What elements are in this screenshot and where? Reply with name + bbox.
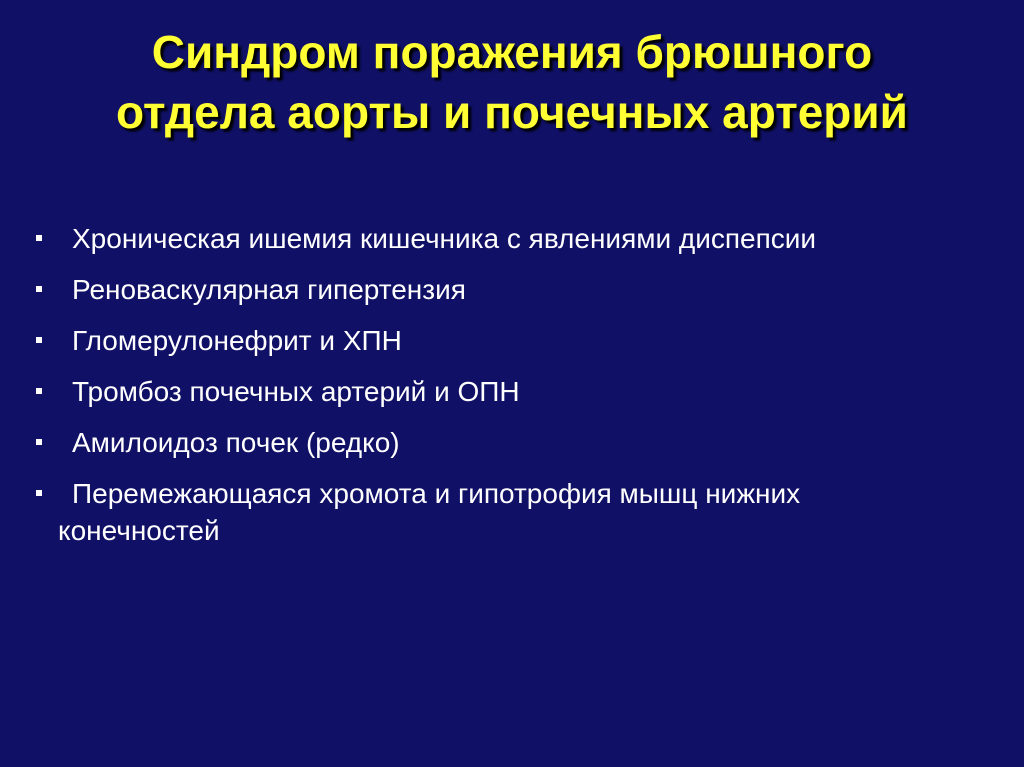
bullet-list bbox=[30, 216, 1005, 556]
square-bullet-icon bbox=[36, 286, 42, 292]
square-bullet-icon bbox=[36, 388, 42, 394]
list-item-text: Хроническая ишемия кишечника с явлениями диспепсии bbox=[72, 223, 817, 254]
list-item bbox=[30, 471, 1005, 551]
title-line-1: Синдром поражения брюшного bbox=[151, 26, 873, 78]
list-item-text: Перемежающаяся хромота и гипотрофия мышц нижних bbox=[72, 478, 801, 509]
list-item bbox=[30, 318, 1005, 364]
list-item bbox=[30, 267, 1005, 313]
list-item-continuation: конечностей bbox=[58, 515, 220, 546]
square-bullet-icon bbox=[36, 490, 42, 496]
list-item-text: Амилоидоз почек (редко) bbox=[72, 427, 400, 458]
square-bullet-icon bbox=[36, 235, 42, 241]
list-item bbox=[30, 216, 1005, 262]
list-item-text: Реноваскулярная гипертензия bbox=[72, 274, 466, 305]
list-item bbox=[30, 369, 1005, 415]
slide-title bbox=[0, 22, 1024, 142]
square-bullet-icon bbox=[36, 439, 42, 445]
list-item-text: Гломерулонефрит и ХПН bbox=[72, 325, 402, 356]
list-item bbox=[30, 420, 1005, 466]
list-item-text: Тромбоз почечных артерий и ОПН bbox=[72, 376, 520, 407]
square-bullet-icon bbox=[36, 337, 42, 343]
title-line-2: отдела аорты и почечных артерий bbox=[116, 86, 908, 138]
